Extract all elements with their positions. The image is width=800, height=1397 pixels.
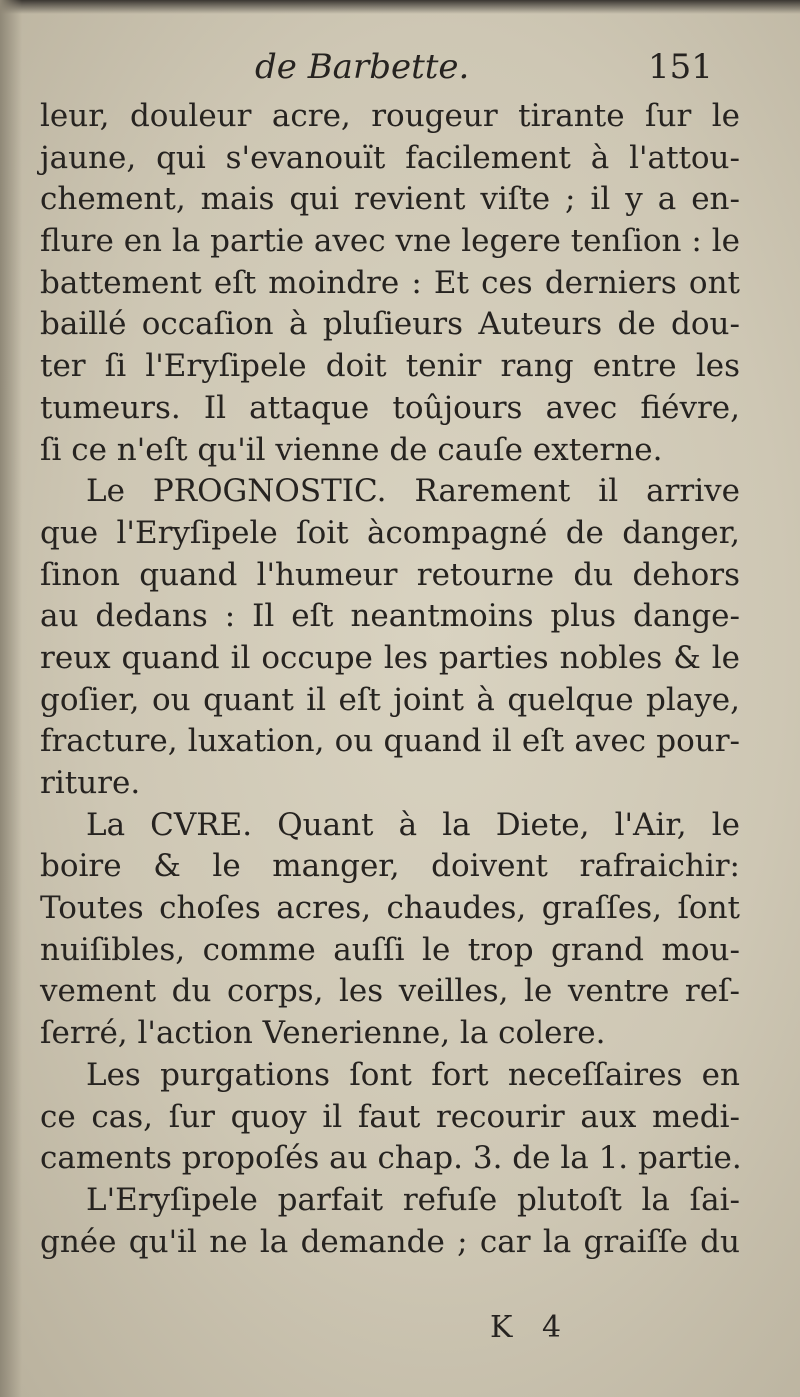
text-line: jaune, qui s'evanouït facilement à l'attou- xyxy=(40,139,740,176)
page-number: 151 xyxy=(648,47,713,87)
text-line: vement du corps, les veilles, le ventre reſ- xyxy=(40,973,740,1010)
text-line: leur, douleur acre, rougeur tirante ſur le xyxy=(40,98,740,134)
text-line: ſi ce n'eſt qu'il vienne de cauſe externe. xyxy=(40,431,663,468)
text-line: ce cas, ſur quoy il faut recourir aux medi- xyxy=(40,1098,740,1135)
text-line: reux quand il occupe les parties nobles & le xyxy=(40,639,740,676)
text-line: tumeurs. Il attaque toûjours avec fiévre, xyxy=(40,389,740,426)
text-line: riture. xyxy=(40,765,141,801)
signature-mark: K 4 xyxy=(490,1310,572,1345)
text-line: Toutes choſes acres, chaudes, graſſes, ſont xyxy=(40,890,740,927)
text-line: L'Eryſipele parfait refuſe plutoſt la ſai- xyxy=(86,1181,740,1218)
text-line: fracture, luxation, ou quand il eſt avec pour- xyxy=(40,723,740,760)
text-line: ter ſi l'Eryſipele doit tenir rang entre les xyxy=(40,348,740,385)
text-line: chement, mais qui revient viſte ; il y a en- xyxy=(40,181,740,218)
text-line: flure en la partie avec vne legere tenſion : le xyxy=(40,223,740,260)
text-line: goſier, ou quant il eſt joint à quelque playe, xyxy=(40,681,740,718)
text-line: ſinon quand l'humeur retourne du dehors xyxy=(40,556,740,593)
text-line: Le PROGNOSTIC. Rarement il arrive xyxy=(86,473,740,510)
text-line: caments propoſés au chap. 3. de la 1. partie. xyxy=(40,1140,742,1177)
text-line: ſerré, l'action Venerienne, la colere. xyxy=(40,1015,606,1052)
running-title: de Barbette. xyxy=(255,47,470,87)
body-text xyxy=(40,96,740,1263)
text-line: nuiſibles, comme auſſi le trop grand mou- xyxy=(40,931,740,968)
text-line: baillé occaſion à pluſieurs Auteurs de dou- xyxy=(40,306,740,343)
text-line: battement eſt moindre : Et ces derniers ont xyxy=(40,264,740,301)
text-line: Les purgations ſont fort neceſſaires en xyxy=(86,1056,740,1093)
page-header xyxy=(0,42,800,92)
page-top-shadow xyxy=(0,0,800,14)
text-line: gnée qu'il ne la demande ; car la graiſſe du xyxy=(40,1223,740,1260)
text-line: boire & le manger, doivent rafraichir: xyxy=(40,848,740,885)
text-line: La CVRE. Quant à la Diete, l'Air, le xyxy=(86,806,740,843)
text-line: que l'Eryſipele ſoit àcompagné de danger, xyxy=(40,514,740,551)
text-line: au dedans : Il eſt neantmoins plus dange- xyxy=(40,598,740,635)
page-gutter-shadow xyxy=(0,0,22,1397)
